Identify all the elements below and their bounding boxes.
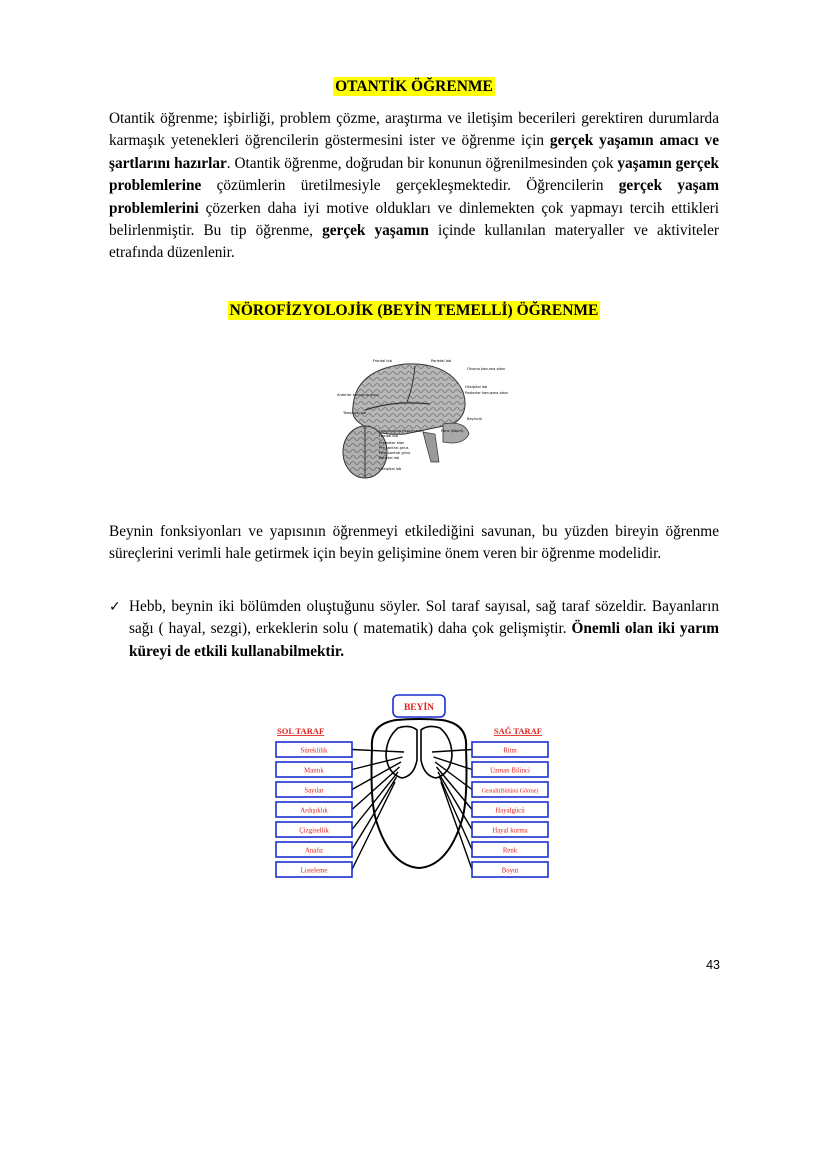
left-item-label: Ardışıklık <box>300 807 328 815</box>
left-side-title: SOL TARAF <box>277 726 325 736</box>
brain-anatomy-figure <box>335 352 509 482</box>
left-item-label: Süreklilik <box>300 747 328 755</box>
left-item-label: Analiz <box>304 847 324 855</box>
bold-text-run: gerçek yaşamın amacı ve şartlarını hazırlar <box>109 132 719 172</box>
brain-part-label: Frontal lob <box>379 434 398 438</box>
heading-otantik: OTANTİK ÖĞRENME <box>335 78 493 95</box>
left-item-label: Çizgisellik <box>299 827 329 835</box>
brain-part-label: Premotor alan <box>379 441 405 445</box>
right-side-title: SAĞ TARAF <box>493 726 542 736</box>
right-item-label: Uzman Bilinci <box>490 767 530 775</box>
paragraph-norofizyolojik: Beynin fonksiyonları ve yapısının öğrenmeyi etkilediğini savunan, bu yüzden bireyin öğrenme süreçlerini verimli hale getirmek için beyin gelişimine önem veren bir öğrenme modelidir. <box>109 523 719 563</box>
heading-norofizyolojik: NÖROFİZYOLOJİK (BEYİN TEMELLİ) ÖĞRENME <box>229 302 599 319</box>
right-item-label: Hayalgücü <box>495 807 525 815</box>
text-run: çözerken daha iyi motive oldukları ve dinlemekten çok yapmayı tercih ettikleri belirlenmiştir. Bu tip öğrenme, <box>109 199 719 240</box>
checkmark-icon: ✓ <box>109 599 121 615</box>
brain-part-label: Pre-santral girus <box>379 446 409 450</box>
text-run: içinde kullanılan materyaller ve aktiviteler etrafında düzenlenir. <box>109 222 719 262</box>
bold-text-run: yaşamın gerçek problemlerine <box>109 154 719 195</box>
bold-text-run: Önemli olan iki yarım küreyi de etkili kullanabilmektir. <box>129 620 719 660</box>
text-run: Hebb, beynin iki bölümden oluştuğunu söyler. Sol taraf sayısal, sağ taraf sözeldir. Bayanların sağı ( hayal, sezgi), erkeklerin solu ( matematik) daha çok gelişmiştir. <box>129 598 719 638</box>
brain-part-label: Post-santral girus <box>379 451 411 455</box>
brain-part-label: Temporal lob <box>343 411 367 415</box>
brain-part-label: Anterior konuşma alanı <box>337 393 379 397</box>
text-run: çözümlerin üretilmesiyle gerçekleşmektedir. Öğrencilerin <box>201 177 619 195</box>
brain-part-label: Beyincik <box>467 417 483 421</box>
text-run: Otantik öğrenme; işbirliği, problem çözme, araştırma ve iletişim becerileri gerektiren durumlarda karmaşık yetenekleri öğrencilerin göstermesini ister ve öğrenme için <box>109 110 719 150</box>
left-item-label: Mantık <box>304 767 324 775</box>
text-run: . Otantik öğrenme, doğrudan bir konunun öğrenilmesinden çok <box>226 154 618 172</box>
brain-part-label: Oksipital lob <box>465 385 488 389</box>
brain-part-label: Frontal lob <box>373 359 392 363</box>
bullet-hebb <box>109 596 719 663</box>
brain-part-label: Oksipital lob <box>379 467 402 471</box>
right-item-label: Ritm <box>503 747 517 755</box>
right-item-label: Boyut <box>501 867 519 875</box>
right-item-label: Renk <box>502 847 518 855</box>
brain-part-label: Posterior konuşma alanı <box>465 391 509 395</box>
brain-part-label: Parietal lob <box>431 359 452 363</box>
cerebellum-shape <box>443 423 469 443</box>
right-item-label: Hayal kurma <box>492 827 528 835</box>
paragraph-otantik <box>109 108 719 265</box>
left-item-label: Sayılar <box>304 787 324 795</box>
hemisphere-diagram <box>272 690 557 885</box>
brain-part-label: Okuma konuma alanı <box>467 367 506 371</box>
brain-part-label: Longitudinal fissür(yarık) <box>379 429 424 433</box>
right-item-label: Gestalt(Bütünü Görme) <box>481 788 539 795</box>
brain-part-label: Parietal lob <box>379 456 400 460</box>
bullet-hebb-text <box>129 596 719 663</box>
bold-text-run: gerçek yaşam problemlerini <box>109 177 720 217</box>
page-number: 43 <box>706 958 720 972</box>
bold-text-run: gerçek yaşamın <box>322 222 429 240</box>
left-item-label: Listeleme <box>300 867 328 875</box>
brain-part-label: Pons (köprü) <box>441 429 464 433</box>
beyin-title: BEYİN <box>403 703 435 713</box>
